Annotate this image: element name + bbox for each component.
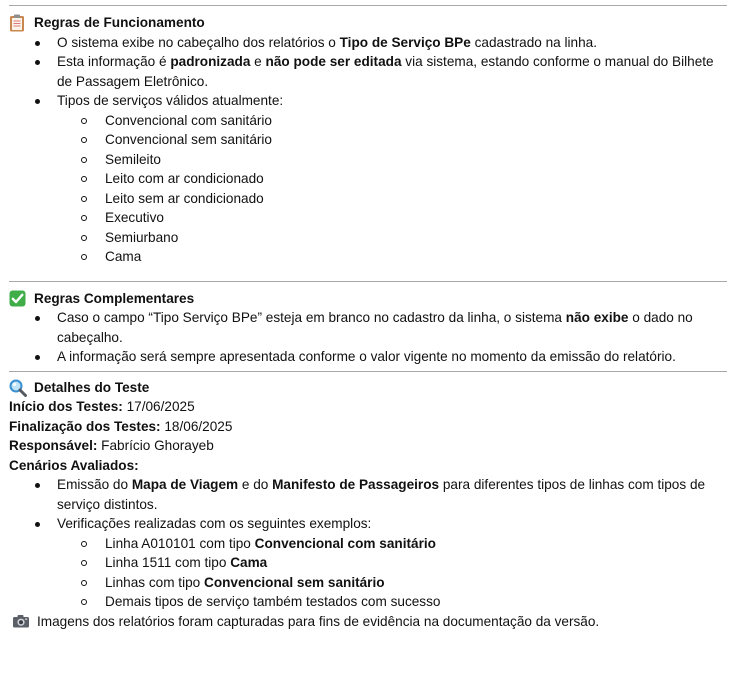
section-title-text: Detalhes do Teste	[34, 379, 150, 395]
finalizacao-testes: Finalização dos Testes: 18/06/2025	[9, 418, 233, 434]
list-item: Esta informação é padronizada e não pode ser editada via sistema, estando conforme o manual do Bilhete de Passagem Eletrônico.	[9, 52, 727, 91]
evidence-note	[12, 612, 727, 632]
responsavel: Responsável: Fabrício Ghorayeb	[9, 438, 214, 453]
sub-list-item: Leito com ar condicionado	[57, 169, 727, 189]
check-box-icon	[9, 290, 27, 307]
sub-list-item: Leito sem ar condicionado	[57, 189, 727, 209]
section-detalhes-teste	[9, 372, 727, 632]
section-regras-complementares	[9, 282, 727, 367]
sub-list-item: Linhas com tipo Convencional sem sanitário	[57, 573, 727, 593]
section-title-text: Regras de Funcionamento	[34, 15, 205, 30]
sub-list-item: Semiurbano	[57, 228, 727, 248]
sub-list-item: Linha A010101 com tipo Convencional com sanitário	[57, 534, 727, 554]
sub-list-item: Linha 1511 com tipo Cama	[57, 553, 727, 573]
list-item: O sistema exibe no cabeçalho dos relatórios o Tipo de Serviço BPe cadastrado na linha.	[9, 33, 727, 53]
note-text: Imagens dos relatórios foram capturadas para fins de evidência na documentação da versão.	[37, 613, 600, 629]
list-item: Verificações realizadas com os seguintes exemplos: Linha A010101 com tipo Convencional com sanitário Linha 1511 com tipo Cama Linhas com tipo Convencional sem sanitário Demais tipos de serviço também testados com sucesso	[9, 514, 727, 612]
list-item: Caso o campo “Tipo Serviço BPe” esteja em branco no cadastro da linha, o sistema não exibe o dado no cabeçalho.	[9, 308, 727, 347]
section-title-text: Regras Complementares	[34, 290, 195, 306]
sub-list-tipos	[57, 111, 727, 267]
list-item: Emissão do Mapa de Viagem e do Manifesto de Passageiros para diferentes tipos de linhas com tipos de serviço distintos.	[9, 475, 727, 514]
bullet-list	[9, 475, 727, 612]
sub-list-item: Demais tipos de serviço também testados com sucesso	[57, 592, 727, 612]
bullet-list	[9, 308, 727, 367]
section-title	[9, 13, 727, 33]
sub-list-item: Cama	[57, 247, 727, 267]
cenarios-label: Cenários Avaliados:	[9, 457, 139, 473]
magnifier-icon	[9, 379, 27, 396]
list-item: Tipos de serviços válidos atualmente: Convencional com sanitário Convencional sem sanitário Semileito Leito com ar condicionado Leito sem ar condicionado Executivo Semiurbano Cama	[9, 91, 727, 267]
sub-list-exemplos	[57, 534, 727, 612]
list-item: A informação será sempre apresentada conforme o valor vigente no momento da emissão do relatório.	[9, 347, 727, 367]
inicio-testes: Início dos Testes: 17/06/2025	[9, 399, 195, 414]
bullet-list	[9, 33, 727, 267]
sub-list-item: Executivo	[57, 208, 727, 228]
camera-icon	[12, 613, 30, 630]
clipboard-icon	[9, 14, 27, 31]
sub-list-item: Semileito	[57, 150, 727, 170]
sub-list-item: Convencional sem sanitário	[57, 130, 727, 150]
section-regras-funcionamento	[9, 6, 727, 267]
document	[9, 0, 727, 631]
section-title	[9, 289, 727, 309]
sub-list-item: Convencional com sanitário	[57, 111, 727, 131]
section-title	[9, 378, 727, 398]
